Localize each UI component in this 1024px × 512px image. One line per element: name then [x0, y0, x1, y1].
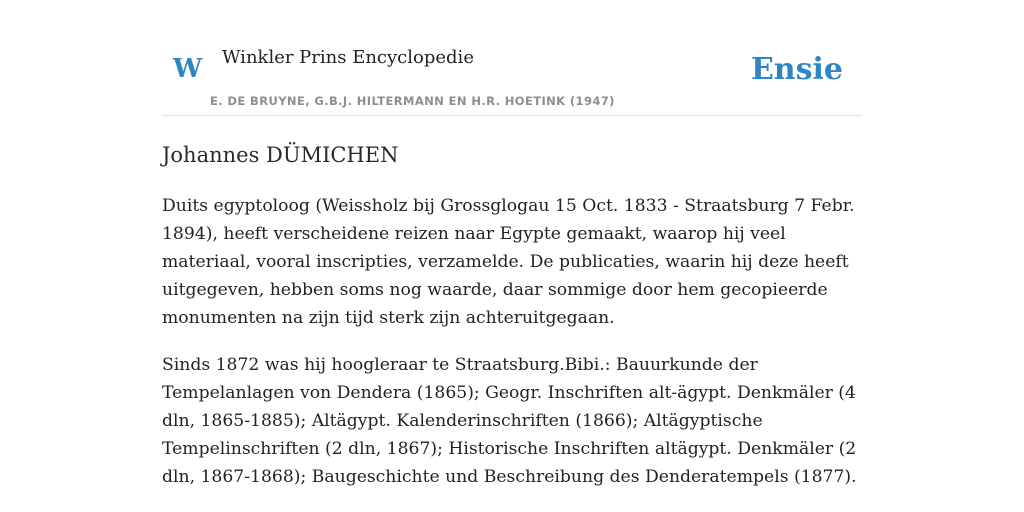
article-title: Johannes DÜMICHEN: [162, 143, 399, 167]
ensie-brand-logo[interactable]: Ensie: [750, 52, 843, 87]
header-divider: [162, 115, 862, 116]
authors-line: E. DE BRUYNE, G.B.J. HILTERMANN EN H.R. HOETINK (1947): [210, 94, 615, 108]
encyclopedia-logo[interactable]: W: [173, 54, 203, 84]
article-paragraph-2: Sinds 1872 was hij hoogleraar te Straatsburg.Bibi.: Bauurkunde der Tempelanlagen von Dendera (1865); Geogr. Inschriften alt-ägypt. Denkmäler (4 dln, 1865-1885); Altägypt. Kalenderinschriften (1866); Altägyptische Tempelinschriften (2 dln, 1867); Historische Inschriften altägypt. Denkmäler (2 dln, 1867-1868); Baugeschichte und Beschreibung des Denderatempels (1877).: [162, 355, 857, 487]
article-paragraph-1: Duits egyptoloog (Weissholz bij Grossglogau 15 Oct. 1833 - Straatsburg 7 Febr. 1894), heeft verscheidene reizen naar Egypte gemaakt, waarop hij veel materiaal, vooral inscripties, verzamelde. De publicaties, waarin hij deze heeft uitgegeven, hebben soms nog waarde, daar sommige door hem gecopieerde monumenten na zijn tijd sterk zijn achteruitgegaan.: [162, 196, 855, 328]
encyclopedia-title[interactable]: Winkler Prins Encyclopedie: [222, 47, 474, 68]
